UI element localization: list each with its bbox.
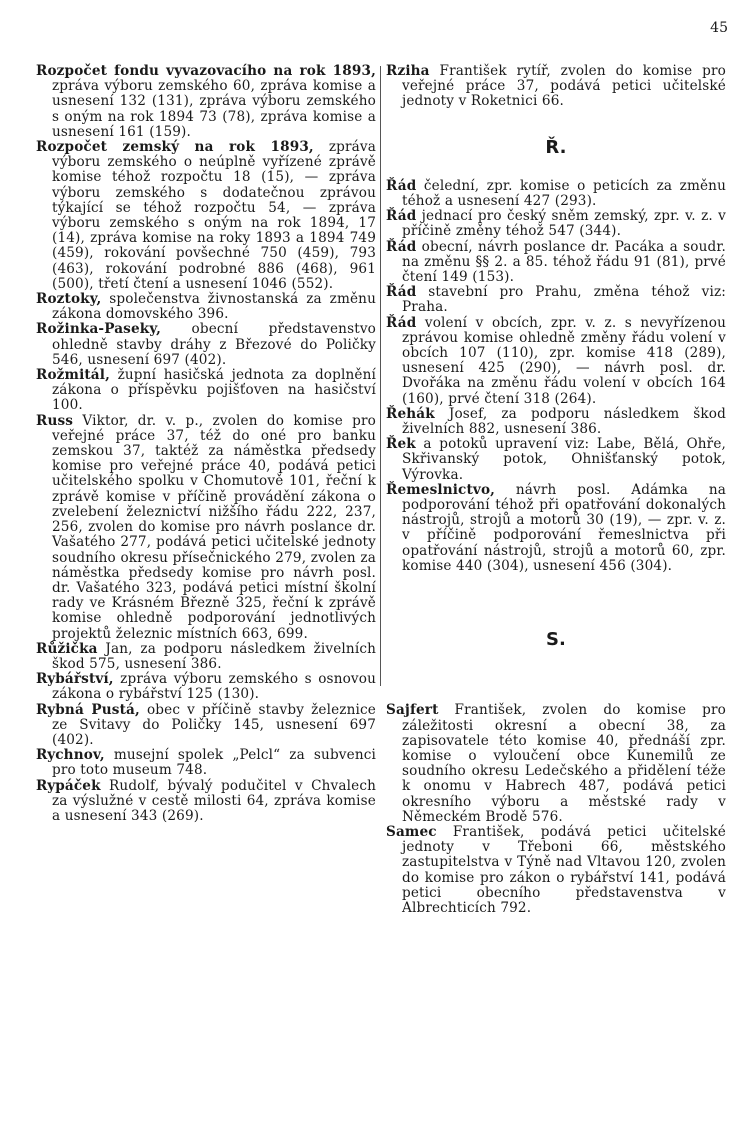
entry-text: František rytíř, zvolen do komise pro veřejné práce 37, podává petici učitelské jednoty v Roketnici 66.: [402, 63, 726, 110]
entry-head: Roztoky,: [36, 291, 102, 308]
index-entry: [36, 642, 376, 672]
index-entry: [386, 483, 726, 574]
entry-text: zpráva výboru zemského o neúplně vyřízené zprávě komise téhož rozpočtu 18 (15), — zpráva výboru zemského s dodatečnou zprávou týkající se téhož rozpočtu 54, — zpráva výboru zemského s oným na rok 1894, 17 (14), zpráva komise na roky 1893 a 1894 749 (459), rokování povšechné 750 (459), 793 (463), rokování podrobné 886 (468), 961 (500), třetí čtení a usnesení 1046 (552).: [52, 139, 376, 292]
section-letter-s: S.: [545, 629, 567, 651]
entry-text: obecní, návrh poslance dr. Pacáka a soudr. na změnu §§ 2. a 85. téhož řádu 91 (81), prvé čtení 149 (153).: [402, 238, 726, 286]
index-entry: [36, 368, 376, 414]
entry-head: Řád: [386, 177, 417, 194]
index-entry: [36, 672, 376, 702]
page-number: 45: [710, 20, 728, 36]
entry-head: Řek: [386, 436, 416, 453]
entry-text: zpráva výboru zemského s osnovou zákona o rybářství 125 (130).: [52, 671, 376, 703]
entry-text: čelední, zpr. komise o peticích za změnu téhož a usnesení 427 (293).: [402, 177, 726, 210]
entry-text: obec v příčině stavby železnice ze Svitavy do Poličky 145, usnesení 697 (402).: [52, 701, 376, 748]
entry-text: musejní spolek „Pelcl“ za subvenci pro toto museum 748.: [52, 747, 376, 779]
index-entry: [386, 209, 726, 239]
entry-head: Řehák: [386, 405, 435, 422]
entry-head: Řád: [386, 314, 417, 331]
index-entry: [386, 316, 726, 407]
index-entry: [386, 285, 726, 315]
entry-head: Rychnov,: [36, 747, 105, 764]
index-entry: [386, 703, 726, 825]
entry-text: jednací pro český sněm zemský, zpr. v. z. v příčině změny téhož 547 (344).: [402, 208, 726, 240]
entry-head: Řád: [386, 284, 417, 301]
index-entry: [36, 292, 376, 322]
entry-text: volení v obcích, zpr. v. z. s nevyřízenou zprávou komise ohledně změny řádu volení v obcích 107 (110), zpr. komise 418 (289), usnesení 425 (290), — návrh posl. dr. Dvořáka na změnu řádu volení v obcích 164 (160), prvé čtení 318 (264).: [402, 314, 726, 407]
entry-text: Josef, za podporu následkem škod živelních 882, usnesení 386.: [402, 405, 726, 438]
entry-head: Rypáček: [36, 777, 101, 794]
entry-text: návrh posl. Adámka na podporování téhož při opatřování dokonalých nástrojů, strojů a motorů 30 (19), — zpr. v. z. v příčině podporování řemeslnictva při opatřování nástrojů, strojů a motorů 60, zpr. komise 440 (304), usnesení 456 (304).: [402, 481, 726, 574]
index-entry: [36, 64, 376, 140]
entry-head: Rožmitál,: [36, 367, 110, 384]
entry-head: Řemeslnictvo,: [386, 481, 496, 498]
entry-head: Rybářství,: [36, 671, 114, 688]
index-entry: [36, 414, 376, 642]
entry-head: Řád: [386, 208, 417, 225]
index-entry: [36, 748, 376, 778]
entry-head: Rozpočet zemský na rok 1893,: [36, 139, 314, 156]
entry-text: Rudolf, bývalý podučitel v Chvalech za výslužné v cestě milosti 64, zpráva komise a usnesení 343 (269).: [52, 777, 376, 824]
index-entry: [36, 140, 376, 292]
entry-head: Rožinka-Paseky,: [36, 321, 161, 338]
entry-head: Samec: [386, 823, 437, 840]
left-column: [36, 64, 376, 824]
entry-text: František, podává petici učitelské jednoty v Třeboni 66, městského zastupitelstva v Týně nad Vltavou 120, zvolen do komise pro zákon o rybářství 141, podává petici obecního představenstva v Albrechticích 792.: [402, 823, 726, 916]
entry-head: Sajfert: [386, 702, 439, 719]
entry-text: župní hasičská jednota za doplnění zákona o příspěvku pojišťoven na hasičství 100.: [52, 367, 376, 414]
index-entry: [386, 825, 726, 916]
entry-text: a potoků upravení viz: Labe, Bělá, Ohře, Skřivanský potok, Ohnišťanský potok, Výrovka.: [402, 436, 726, 483]
index-entry: [386, 64, 726, 110]
index-entry: [36, 322, 376, 368]
index-entry: [386, 437, 726, 483]
entry-head: Russ: [36, 412, 74, 429]
entry-head: Rybná Pustá,: [36, 701, 140, 718]
entry-text: Viktor, dr. v. p., zvolen do komise pro veřejné práce 37, též do oné pro banku zemskou 37, taktéž za náměstka předsedy komise pro veřejné práce 40, podává petici učitelského spolku v Chomutově 101, řeční k zprávě komise v příčině provádění zákona o zvelebení železnictví nižšího řádu 222, 237, 256, zvolen do komise pro návrh poslance dr. Vašatého 277, podává petici učitelské jednoty soudního okresu přísečnického 279, zvolen za náměstka předsedy komise pro návrh posl. dr. Vašatého 323, podává petici místní školní rady ve Krásném Březně 325, řeční k zprávě komise ohledně podporování jednotlivých projektů železnic místních 663, 699.: [52, 412, 376, 642]
entry-text: společenstva živnostanská za změnu zákona domovského 396.: [52, 291, 376, 323]
entry-head: Rozpočet fondu vyvazovacího na rok 1893,: [36, 63, 376, 79]
index-entry: [386, 240, 726, 286]
entry-text: zpráva výboru zemského 60, zpráva komise a usnesení 132 (131), zpráva výboru zemského s oným na rok 1894 73 (78), zpráva komise a usnesení 161 (159).: [52, 78, 376, 140]
section-letter-r: Ř.: [545, 136, 567, 158]
entry-text: František, zvolen do komise pro záležitosti okresní a obecní 38, za zapisovatele této komise 40, přednáší zpr. komise o vyloučení obce Kunemilů ze soudního okresu Ledečského a přidělení téže k onomu v Habrech 487, podává petici okresního výboru a městské rady v Německém Brodě 576.: [402, 702, 726, 825]
entry-text: Jan, za podporu následkem živelních škod 575, usnesení 386.: [52, 640, 376, 672]
index-entry: [36, 703, 376, 749]
entry-head: Řád: [386, 238, 417, 255]
right-column: [386, 64, 726, 916]
index-entry: [386, 179, 726, 209]
index-entry: [36, 779, 376, 825]
index-entry: [386, 407, 726, 437]
entry-text: obecní představenstvo ohledně stavby dráhy z Březové do Poličky 546, usnesení 697 (402).: [52, 321, 376, 368]
entry-head: Rziha: [386, 63, 430, 79]
column-divider: [380, 66, 381, 686]
entry-text: stavební pro Prahu, změna téhož viz: Praha.: [402, 284, 726, 316]
entry-head: Růžička: [36, 640, 98, 657]
